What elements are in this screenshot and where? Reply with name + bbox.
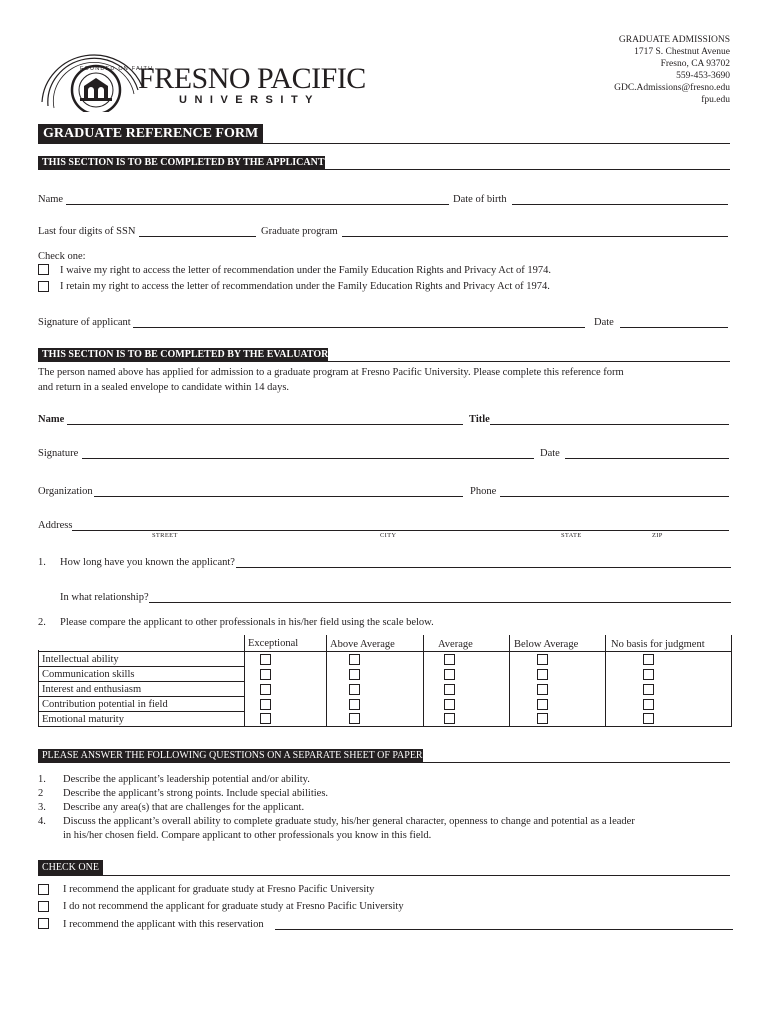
row-label-contribution: Contribution potential in field — [42, 699, 168, 710]
section-rule — [38, 875, 730, 876]
evaluator-title-field[interactable] — [490, 424, 729, 425]
waive-label: I waive my right to access the letter of recommendation under the Family Education Rights and Privacy Act of 1974. — [60, 265, 552, 276]
evaluator-date-field[interactable] — [565, 458, 729, 459]
row-label-intellectual: Intellectual ability — [42, 654, 119, 665]
reservation-label: I recommend the applicant with this reservation — [63, 919, 264, 930]
rating-checkbox[interactable] — [349, 713, 360, 724]
section-rule — [38, 762, 730, 763]
state-caption: STATE — [561, 532, 582, 539]
q1-relationship-field[interactable] — [149, 602, 731, 603]
address-website: fpu.edu — [701, 95, 730, 105]
rating-table — [38, 635, 732, 727]
column-header-above-average: Above Average — [330, 639, 395, 650]
address-line: 559-453-3690 — [676, 71, 730, 81]
zip-caption: ZIP — [652, 532, 663, 539]
phone-label: Phone — [470, 486, 497, 497]
rating-checkbox[interactable] — [260, 684, 271, 695]
logo-sub: UNIVERSITY — [179, 94, 321, 106]
city-caption: CITY — [380, 532, 397, 539]
applicant-section-heading: THIS SECTION IS TO BE COMPLETED BY THE APPLICANT — [38, 156, 325, 169]
recommend-label: I recommend the applicant for graduate study at Fresno Pacific University — [63, 884, 375, 895]
question-item-number: 4. — [38, 816, 46, 827]
form-title: GRADUATE REFERENCE FORM — [38, 124, 263, 143]
university-seal-icon — [38, 46, 148, 112]
rating-checkbox[interactable] — [537, 684, 548, 695]
check-one-heading: CHECK ONE — [38, 860, 103, 875]
question-item-number: 3. — [38, 802, 46, 813]
table-vline — [509, 635, 510, 727]
rating-checkbox[interactable] — [349, 684, 360, 695]
waive-checkbox[interactable] — [38, 264, 49, 275]
rating-checkbox[interactable] — [260, 699, 271, 710]
rating-checkbox[interactable] — [444, 654, 455, 665]
applicant-signature-label: Signature of applicant — [38, 317, 131, 328]
table-hline — [38, 681, 244, 682]
q2-number: 2. — [38, 617, 46, 628]
column-header-exceptional: Exceptional — [248, 638, 299, 649]
q2-label: Please compare the applicant to other professionals in his/her field using the scale below. — [60, 617, 434, 628]
evaluator-signature-label: Signature — [38, 448, 79, 459]
question-item-text: Describe the applicant’s leadership potential and/or ability. — [63, 774, 310, 785]
q1-relationship-label: In what relationship? — [60, 592, 149, 603]
organization-field[interactable] — [94, 496, 463, 497]
applicant-name-label: Name — [38, 194, 64, 205]
table-vline — [38, 650, 39, 727]
table-vline — [605, 635, 606, 727]
section-rule — [38, 361, 730, 362]
not-recommend-label: I do not recommend the applicant for graduate study at Fresno Pacific University — [63, 901, 404, 912]
question-item-number: 1. — [38, 774, 46, 785]
question-item-text: Describe any area(s) that are challenges for the applicant. — [63, 802, 305, 813]
rating-checkbox[interactable] — [349, 654, 360, 665]
address-email: GDC.Admissions@fresno.edu — [614, 83, 730, 93]
applicant-name-field[interactable] — [66, 204, 449, 205]
evaluator-signature-field[interactable] — [82, 458, 534, 459]
phone-field[interactable] — [500, 496, 729, 497]
logo-name: FRESNO PACIFIC — [138, 62, 366, 95]
address-block — [614, 34, 730, 106]
address-label: Address — [38, 520, 73, 531]
title-rule — [38, 143, 730, 144]
ssn-field[interactable] — [139, 236, 256, 237]
table-hline — [38, 651, 732, 652]
applicant-signature-field[interactable] — [133, 327, 585, 328]
rating-checkbox[interactable] — [643, 699, 654, 710]
check-one-label: Check one: — [38, 251, 86, 262]
questions-section-heading: PLEASE ANSWER THE FOLLOWING QUESTIONS ON A SEPARATE SHEET OF PAPER — [38, 749, 423, 762]
applicant-date-field[interactable] — [620, 327, 728, 328]
evaluator-intro-line-1: The person named above has applied for admission to a graduate program at Fresno Pacific University. Please complete this reference form — [38, 367, 624, 378]
rating-checkbox[interactable] — [537, 713, 548, 724]
rating-checkbox[interactable] — [537, 654, 548, 665]
section-rule — [38, 169, 730, 170]
q1-number: 1. — [38, 557, 46, 568]
question-item-text-continued: in his/her chosen field. Compare applicant to other professionals you know in this field. — [63, 830, 432, 841]
rating-checkbox[interactable] — [260, 669, 271, 680]
rating-checkbox[interactable] — [643, 669, 654, 680]
question-item-text: Describe the applicant’s strong points. Include special abilities. — [63, 788, 329, 799]
column-header-no-basis: No basis for judgment — [611, 639, 705, 650]
rating-checkbox[interactable] — [349, 699, 360, 710]
rating-checkbox[interactable] — [643, 654, 654, 665]
table-vline — [423, 635, 424, 727]
applicant-date-label: Date — [594, 317, 614, 328]
address-field[interactable] — [72, 530, 729, 531]
row-label-interest: Interest and enthusiasm — [42, 684, 142, 695]
evaluator-name-label: Name — [38, 414, 65, 425]
retain-checkbox[interactable] — [38, 281, 49, 292]
column-header-below-average: Below Average — [514, 639, 579, 650]
rating-checkbox[interactable] — [444, 713, 455, 724]
retain-label: I retain my right to access the letter of recommendation under the Family Education Rights and Privacy Act of 1974. — [60, 281, 550, 292]
evaluator-name-field[interactable] — [67, 424, 463, 425]
table-vline — [731, 635, 732, 727]
rating-checkbox[interactable] — [444, 669, 455, 680]
rating-checkbox[interactable] — [537, 699, 548, 710]
rating-checkbox[interactable] — [444, 699, 455, 710]
street-caption: STREET — [152, 532, 178, 539]
rating-checkbox[interactable] — [537, 669, 548, 680]
table-hline — [38, 711, 244, 712]
question-item-text: Discuss the applicant’s overall ability to complete graduate study, his/her general character, openness to change and potential as a leader — [63, 816, 635, 827]
dob-field[interactable] — [512, 204, 728, 205]
dob-label: Date of birth — [453, 194, 507, 205]
table-hline — [38, 726, 732, 727]
table-hline — [38, 666, 244, 667]
organization-label: Organization — [38, 486, 93, 497]
row-label-communication: Communication skills — [42, 669, 135, 680]
ssn-label: Last four digits of SSN — [38, 226, 136, 237]
evaluator-date-label: Date — [540, 448, 560, 459]
recommend-checkbox[interactable] — [38, 884, 49, 895]
logo-seal-text: FOUNDED ON FAITH — [80, 66, 154, 72]
university-logo — [38, 46, 366, 112]
rating-checkbox[interactable] — [444, 684, 455, 695]
address-line: 1717 S. Chestnut Avenue — [634, 47, 730, 57]
q1-field[interactable] — [236, 567, 731, 568]
reservation-checkbox[interactable] — [38, 918, 49, 929]
evaluator-title-label: Title — [469, 414, 490, 425]
column-header-average: Average — [438, 639, 473, 650]
row-label-emotional: Emotional maturity — [42, 714, 124, 725]
evaluator-intro-line-2: and return in a sealed envelope to candidate within 14 days. — [38, 382, 290, 393]
address-line: GRADUATE ADMISSIONS — [618, 35, 730, 45]
reservation-field[interactable] — [275, 929, 733, 930]
rating-checkbox[interactable] — [260, 713, 271, 724]
rating-checkbox[interactable] — [643, 713, 654, 724]
address-line: Fresno, CA 93702 — [660, 59, 730, 69]
evaluator-section-heading: THIS SECTION IS TO BE COMPLETED BY THE EVALUATOR — [38, 348, 328, 361]
program-field[interactable] — [342, 236, 728, 237]
table-vline — [326, 635, 327, 727]
not-recommend-checkbox[interactable] — [38, 901, 49, 912]
question-item-number: 2 — [38, 788, 44, 799]
table-hline — [38, 696, 244, 697]
rating-checkbox[interactable] — [643, 684, 654, 695]
rating-checkbox[interactable] — [260, 654, 271, 665]
table-vline — [244, 635, 245, 727]
rating-checkbox[interactable] — [349, 669, 360, 680]
program-label: Graduate program — [261, 226, 338, 237]
q1-label: How long have you known the applicant? — [60, 557, 235, 568]
